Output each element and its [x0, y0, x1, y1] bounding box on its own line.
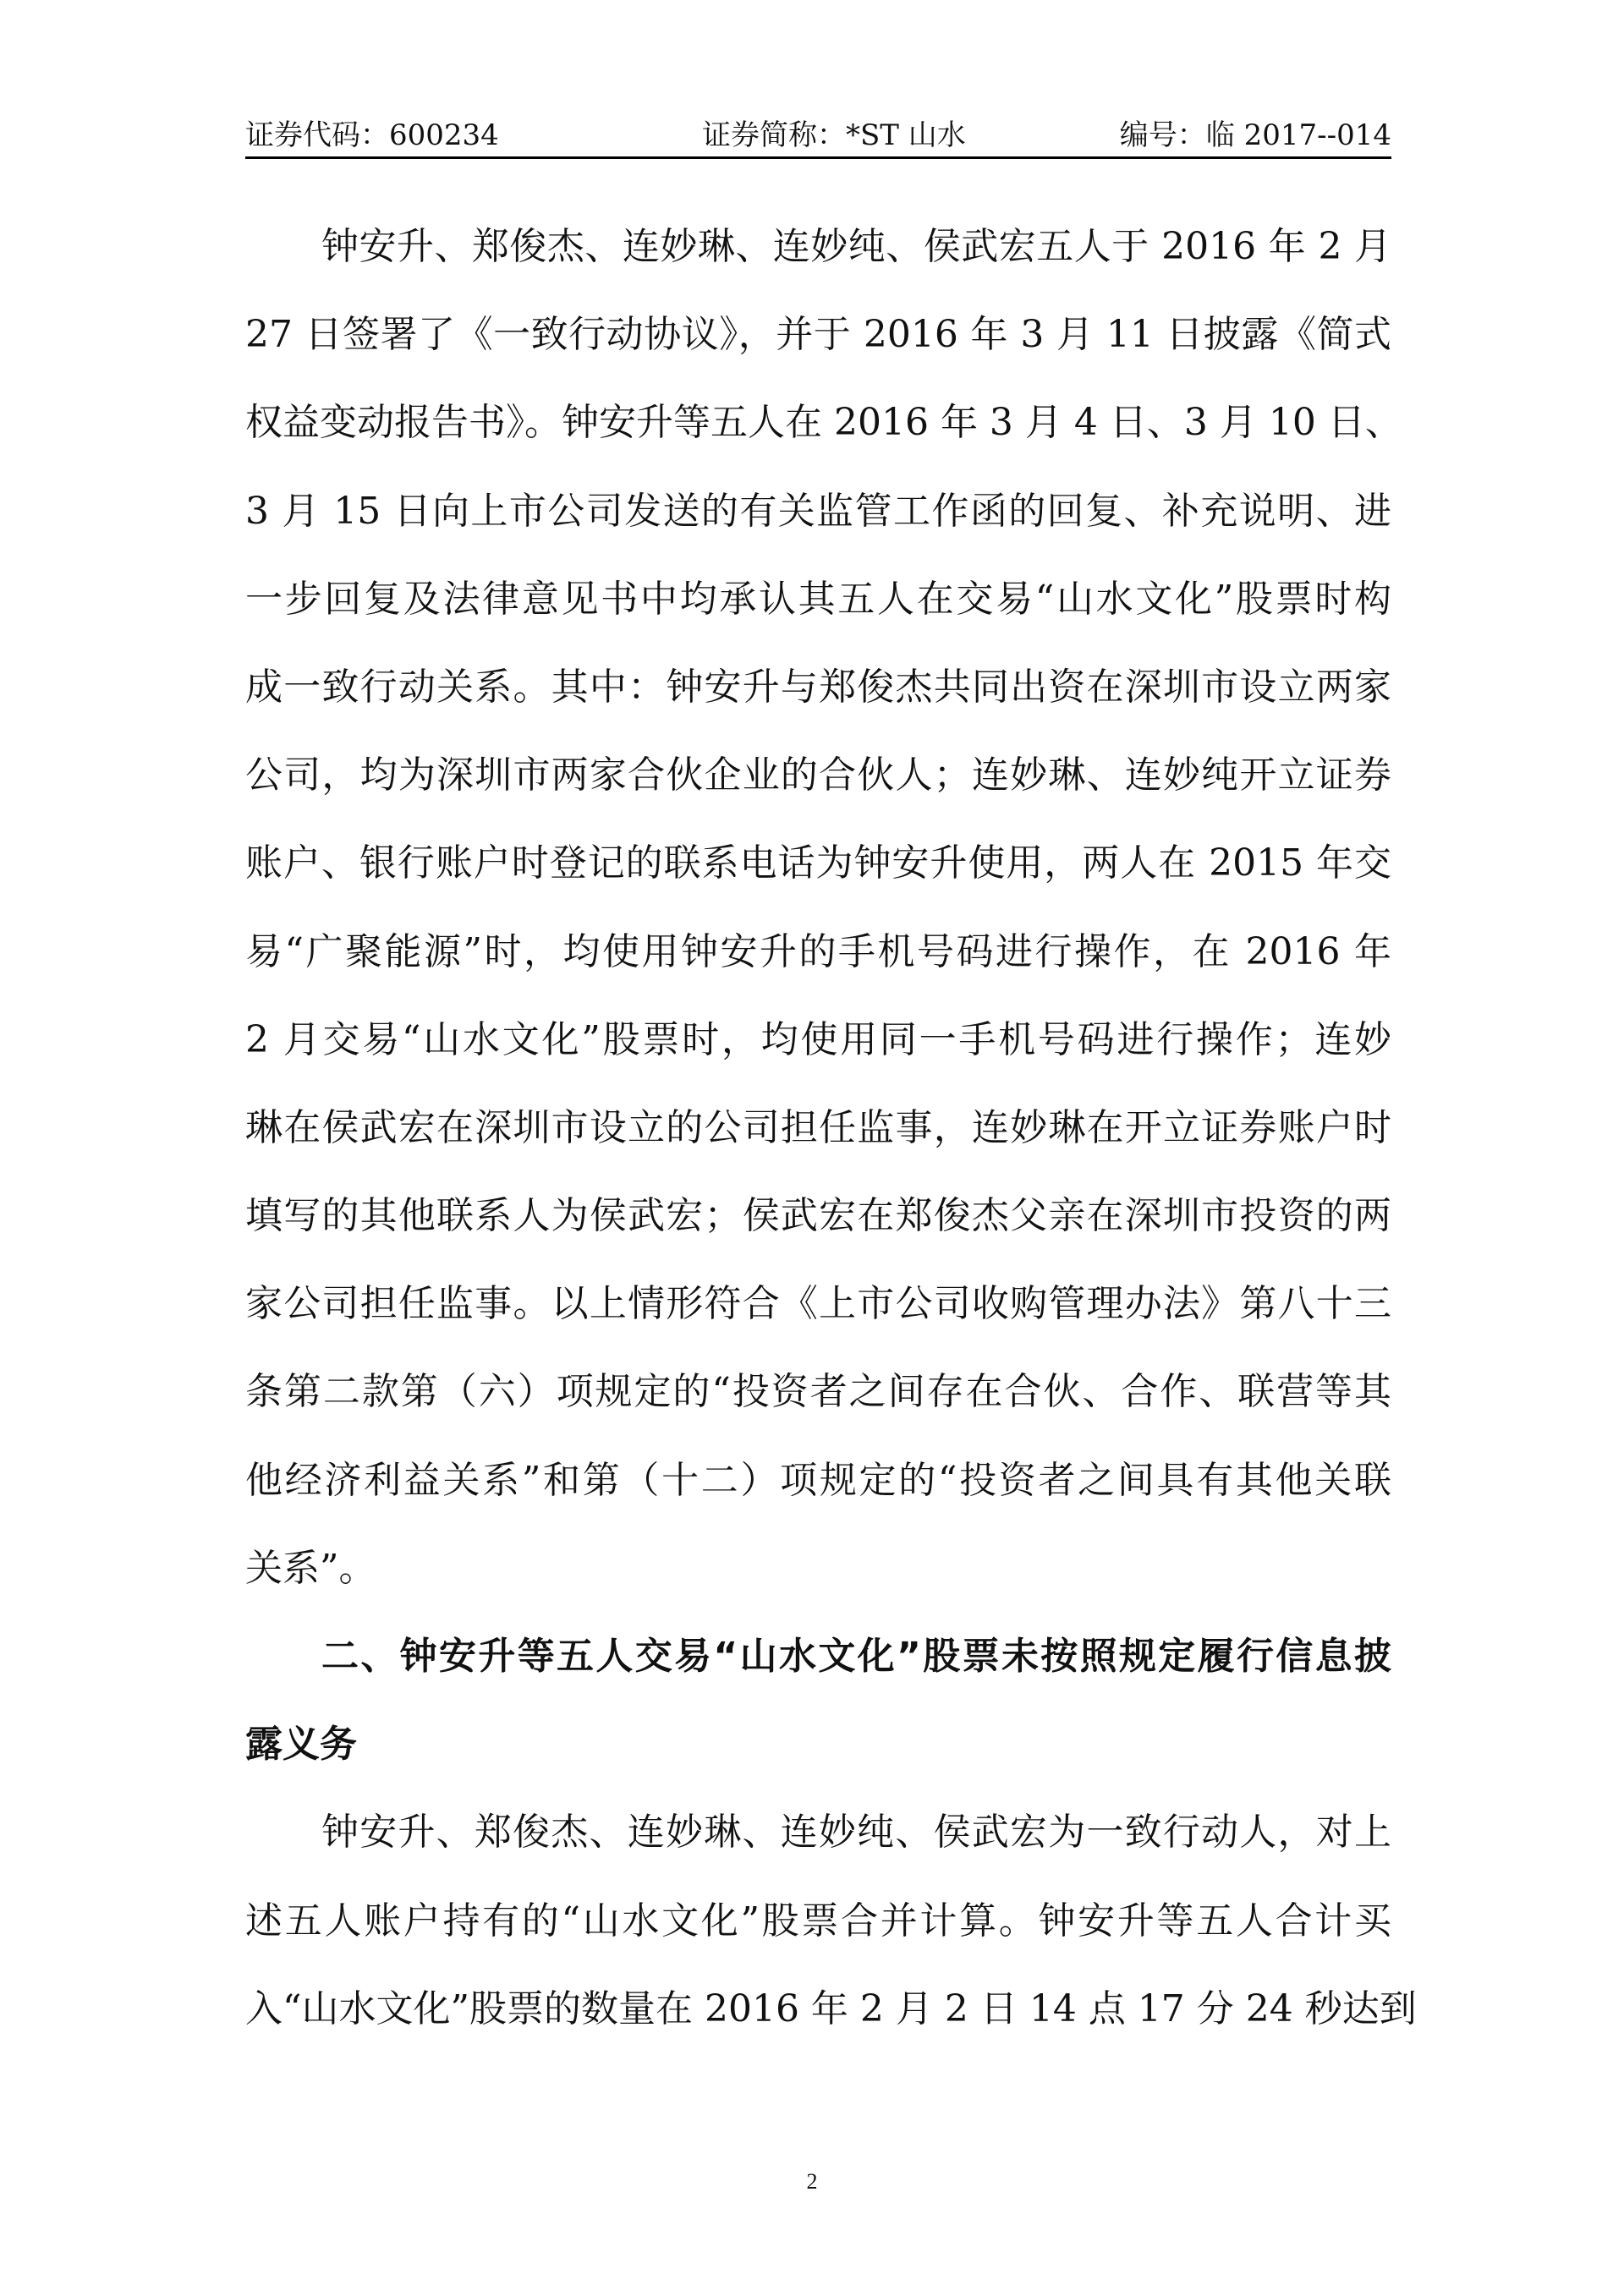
paragraph-1-line: 家公司担任监事。以上情形符合《上市公司收购管理办法》第八十三 [245, 1282, 1391, 1326]
paragraph-1-line: 条第二款第（六）项规定的“投资者之间存在合伙、合作、联营等其 [245, 1370, 1391, 1414]
paragraph-1-line: 关系”。 [245, 1546, 376, 1590]
security-short-name: 证券简称：*ST 山水 [702, 118, 966, 152]
section-heading: 二、钟安升等五人交易“山水文化”股票未按照规定履行信息披 [321, 1635, 1391, 1678]
page-number: 2 [806, 2169, 818, 2194]
document-body [245, 222, 1417, 2072]
paragraph-1-line: 填写的其他联系人为侯武宏；侯武宏在郑俊杰父亲在深圳市投资的两 [245, 1194, 1391, 1238]
paragraph-1-line: 钟安升、郑俊杰、连妙琳、连妙纯、侯武宏五人于 2016 年 2 月 [321, 225, 1391, 268]
page-header [245, 114, 1391, 159]
paragraph-1-line: 易“广聚能源”时，均使用钟安升的手机号码进行操作，在 2016 年 [245, 929, 1391, 973]
paragraph-1-line: 他经济利益关系”和第（十二）项规定的“投资者之间具有其他关联 [245, 1458, 1391, 1502]
paragraph-2-line: 入“山水文化”股票的数量在 2016 年 2 月 2 日 14 点 17 分 24 秒达到 [245, 1986, 1417, 2030]
paragraph-1-line: 琳在侯武宏在深圳市设立的公司担任监事，连妙琳在开立证券账户时 [245, 1105, 1391, 1149]
document-number: 编号：临 2017--014 [1119, 118, 1391, 152]
paragraph-1-line: 3 月 15 日向上市公司发送的有关监管工作函的回复、补充说明、进 [245, 489, 1391, 533]
paragraph-1-line: 公司，均为深圳市两家合伙企业的合伙人；连妙琳、连妙纯开立证券 [245, 753, 1391, 797]
paragraph-1-line: 27 日签署了《一致行动协议》，并于 2016 年 3 月 11 日披露《简式 [245, 313, 1391, 357]
paragraph-1-line: 成一致行动关系。其中：钟安升与郑俊杰共同出资在深圳市设立两家 [245, 665, 1391, 709]
paragraph-2-line: 钟安升、郑俊杰、连妙琳、连妙纯、侯武宏为一致行动人，对上 [321, 1811, 1391, 1855]
paragraph-1-line: 一步回复及法律意见书中均承认其五人在交易“山水文化”股票时构 [245, 577, 1391, 621]
paragraph-1-line: 账户、银行账户时登记的联系电话为钟安升使用，两人在 2015 年交 [245, 841, 1391, 885]
section-heading: 露义务 [245, 1723, 357, 1767]
security-code: 证券代码：600234 [245, 118, 499, 152]
paragraph-1-line: 2 月交易“山水文化”股票时，均使用同一手机号码进行操作；连妙 [245, 1017, 1391, 1061]
paragraph-2-line: 述五人账户持有的“山水文化”股票合并计算。钟安升等五人合计买 [245, 1899, 1391, 1943]
paragraph-1-line: 权益变动报告书》。钟安升等五人在 2016 年 3 月 4 日、3 月 10 日、 [245, 401, 1402, 445]
